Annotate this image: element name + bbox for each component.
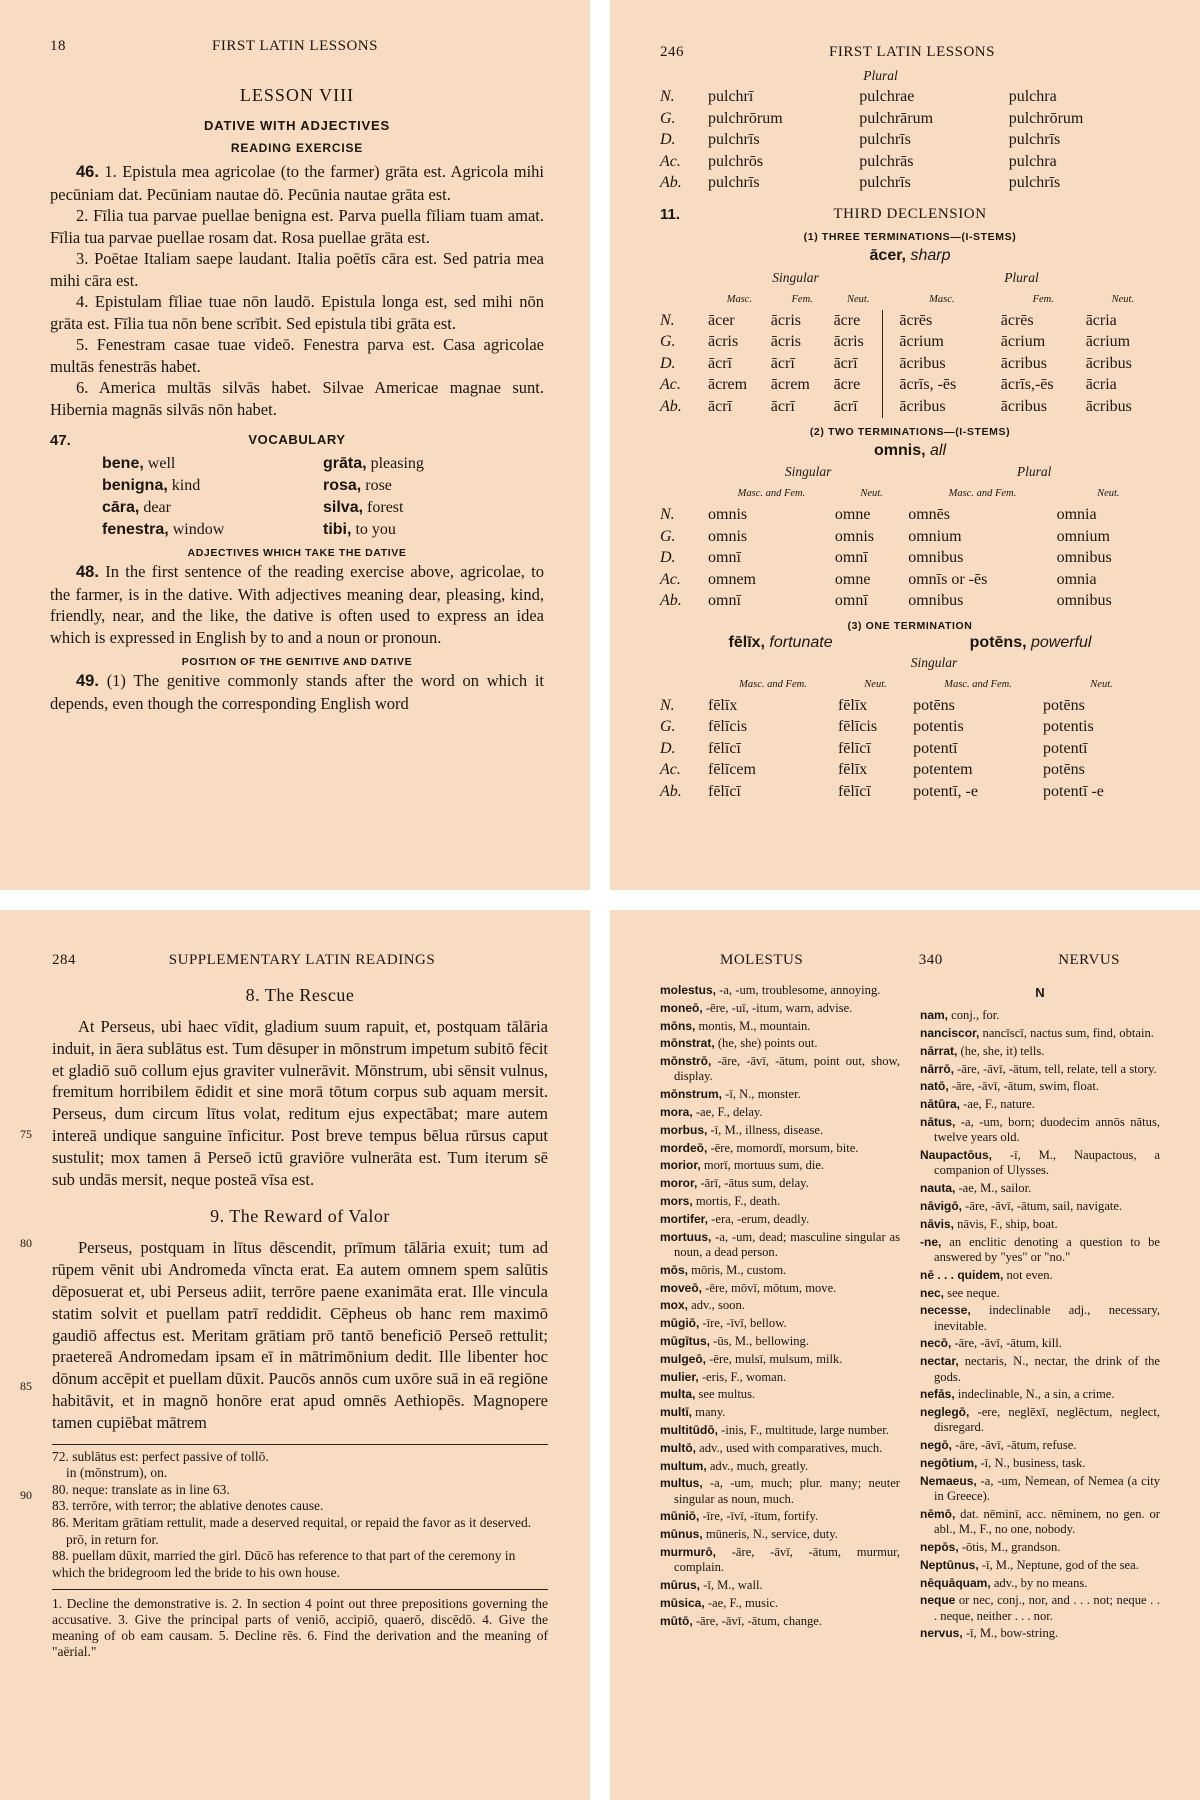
headword: mors,: [660, 1194, 693, 1209]
page-number: 246: [660, 44, 684, 60]
dictionary-entry: [660, 983, 900, 998]
dictionary-entry: [660, 1614, 900, 1629]
definition: -a, -um, much; plur. many; neuter singular as noun, much.: [674, 1476, 900, 1506]
headword: mūgiō,: [660, 1316, 700, 1331]
dictionary-entry: [920, 1062, 1160, 1077]
headword: mūtō,: [660, 1613, 693, 1628]
page-246: [610, 0, 1200, 890]
paragraph-48: 48. In the first sentence of the reading exercise above, agricolae, to the farmer, is in the dative. With adjectives meaning dear, pleasing, kind, friendly, near, and the like, the dative is often used to express an idea which is expressed in English by to and a noun or pronoun.: [50, 562, 544, 647]
headword: nanciscor,: [920, 1026, 980, 1041]
definition: -a, -um, troublesome, annoying.: [716, 983, 881, 997]
table-row: N. fēlīx fēlīx potēns potēns: [660, 696, 1085, 714]
dictionary-entry: [660, 1141, 900, 1156]
dictionary-entry: [660, 1036, 900, 1051]
page-number: 284: [52, 952, 76, 968]
dictionary-entry: [920, 1593, 1160, 1624]
headword: mulier,: [660, 1369, 699, 1384]
story-title-rescue: 8. The Rescue: [245, 985, 355, 1005]
dictionary-entry: [920, 1181, 1160, 1196]
dictionary-entry: [920, 1026, 1160, 1041]
pulcher-plural-table: Plural N. pulchrī pulchrae pulchra G. pulchrōrum pulchrārum pulchrōrum D. pulchrīs pulchrīs pulchrīs Ac. pulchrōs pulchrās pulchra Ab. pulchrīs pulchrīs pulchrīs: [660, 65, 1160, 194]
guide-word-right: NERVUS: [1058, 952, 1120, 968]
definition: -ī, M., illness, disease.: [707, 1122, 824, 1137]
definition: -ae, F., nature.: [960, 1097, 1035, 1112]
definition: see neque.: [944, 1285, 1000, 1300]
definition: -ī, M., Naupactous, a companion of Ulysses.: [934, 1148, 1160, 1178]
headword: mortifer,: [660, 1211, 709, 1226]
headword: necesse,: [920, 1303, 971, 1318]
section-letter: N: [1035, 985, 1045, 1000]
definition: montis, M., mountain.: [695, 1018, 811, 1033]
headword: nectar,: [920, 1354, 959, 1369]
headword: morbus,: [660, 1122, 708, 1137]
dictionary-entry: [660, 1212, 900, 1227]
definition: -āre, -āvī, -ātum, sail, navigate.: [962, 1199, 1123, 1214]
definition: many.: [692, 1405, 726, 1420]
definition: -a, -um, born; duodecim annōs nātus, twelve years old.: [934, 1115, 1160, 1145]
definition: nāvis, F., ship, boat.: [954, 1216, 1058, 1231]
table-row: Ab. ācrī ācrī ācrī ācribus ācribus ācribus: [660, 396, 1160, 418]
headword: necō,: [920, 1336, 952, 1351]
vocabulary-list: [102, 453, 544, 541]
headword: murmurō,: [660, 1545, 717, 1559]
dictionary-entry: [660, 1578, 900, 1593]
felix-headword: fēlīx, fortunate: [728, 634, 833, 651]
headword: nē . . . quidem,: [920, 1267, 1004, 1282]
exercise-paragraph: 4. Epistulam fīliae tuae nōn laudō. Epistula longa est, sed mihi nōn grāta est. Fīlia tua nōn bene scrībit. Sed epistula tibi grāta est.: [50, 292, 544, 333]
definition: -ēre, mulsī, mulsum, milk.: [706, 1351, 843, 1366]
dictionary-entry: [920, 1097, 1160, 1112]
dictionary-entry: [920, 1438, 1160, 1453]
right-column: [920, 983, 1160, 1644]
footnote: prō, in return for.: [66, 1531, 159, 1547]
dictionary-entry: [660, 1158, 900, 1173]
definition: adv., by no means.: [990, 1575, 1088, 1590]
page-header: [660, 44, 1160, 61]
table-row: Ac. pulchrōs pulchrās pulchra: [660, 152, 1057, 170]
headword: mox,: [660, 1298, 689, 1313]
headword: moneō,: [660, 1000, 703, 1015]
dictionary-entry: [660, 1019, 900, 1034]
vocab-item: grāta, pleasing: [323, 455, 424, 472]
dictionary-entry: [660, 1352, 900, 1367]
headword: mūgītus,: [660, 1333, 710, 1348]
dictionary-entry: [660, 1423, 900, 1438]
headword: multus,: [660, 1476, 703, 1491]
dictionary-entry: [920, 1286, 1160, 1301]
headword: Neptūnus,: [920, 1557, 979, 1572]
headword: mūrus,: [660, 1578, 701, 1593]
headword: morior,: [660, 1158, 701, 1173]
table-row: D. pulchrīs pulchrīs pulchrīs: [660, 131, 1061, 149]
dictionary-entry: [920, 1199, 1160, 1214]
headword: nauta,: [920, 1181, 956, 1196]
acer-headword: ācer, sharp: [869, 247, 951, 264]
definition: adv., soon.: [688, 1298, 745, 1313]
table-row: N. pulchrī pulchrae pulchra: [660, 88, 1057, 106]
definition: -a, -um, Nemean, of Nemea (a city in Greece).: [934, 1473, 1160, 1504]
line-number: 80: [20, 1236, 32, 1250]
table-row: G. pulchrōrum pulchrārum pulchrōrum: [660, 109, 1084, 127]
three-terminations-heading: (1) THREE TERMINATIONS—(I-STEMS): [803, 231, 1017, 243]
one-termination-heading: (3) ONE TERMINATION: [847, 620, 973, 632]
definition: or nec, conj., nor, and . . . not; neque . . . neque, neither . . . nor.: [934, 1593, 1160, 1623]
vocab-number: 47.: [50, 432, 71, 449]
page-number: 340: [918, 952, 943, 968]
headword: mōns,: [660, 1018, 696, 1033]
dictionary-entry: [920, 1115, 1160, 1146]
two-terminations-heading: (2) TWO TERMINATIONS—(I-STEMS): [809, 425, 1011, 438]
headword: nervus,: [920, 1626, 963, 1641]
vocab-item: bene, well: [102, 455, 176, 472]
headword: Nemaeus,: [920, 1473, 977, 1488]
headword: mora,: [660, 1105, 693, 1120]
dictionary-entry: [660, 1527, 900, 1542]
dictionary-entry: [920, 1044, 1160, 1059]
definition: -inis, F., multitude, large number.: [717, 1422, 889, 1437]
headword: mōs,: [660, 1262, 689, 1277]
headword: nepōs,: [920, 1540, 959, 1554]
table-row: Ab. omnī omnī omnibus omnibus: [660, 592, 1112, 610]
dictionary-entry: [660, 1263, 900, 1278]
dictionary-entry: [660, 1281, 900, 1296]
definition: mōris, M., custom.: [688, 1262, 787, 1277]
exercise-number: 46.: [76, 163, 99, 181]
dictionary-entry: [660, 1387, 900, 1402]
dictionary-entry: [920, 1540, 1160, 1555]
definition: an enclitic denoting a question to be answered by "yes" or "no.": [934, 1234, 1160, 1264]
exercise-questions: 1. Decline the demonstrative is. 2. In section 4 point out three prepositions governing the accusative. 3. Give the principal parts of veniō, accipiō, quaerō, discēdō. 4. Give the meaning of ob eam causam. 5. Decline rēs. 6. Find the derivation and the meaning of "aërial.": [52, 1589, 548, 1660]
vocab-item: benigna, kind: [102, 477, 201, 494]
page-header: [52, 952, 548, 969]
page-header: [660, 952, 1160, 969]
definition: see multus.: [695, 1387, 756, 1402]
dictionary-entry: [660, 1370, 900, 1385]
definition: nectaris, N., nectar, the drink of the gods.: [934, 1354, 1160, 1384]
dictionary-entry: [920, 1148, 1160, 1179]
dictionary-entry: [660, 1334, 900, 1349]
position-heading: POSITION OF THE GENITIVE AND DATIVE: [181, 656, 413, 668]
headword: nēquāquam,: [920, 1575, 991, 1590]
vocab-item: fenestra, window: [102, 521, 225, 538]
definition: -ae, F., delay.: [692, 1105, 763, 1120]
table-row: D. ācrī ācrī ācrī ācribus ācribus ācribus: [660, 353, 1160, 375]
headword: nātūra,: [920, 1097, 961, 1112]
dictionary-entry: [920, 1405, 1160, 1436]
dictionary-entry: [660, 1054, 900, 1085]
definition: -ōtis, M., grandson.: [958, 1540, 1061, 1554]
table-row: G. omnis omnis omnium omnium: [660, 527, 1110, 545]
headword: mōnstrum,: [660, 1087, 723, 1102]
definition: -ēre, mōvī, mōtum, move.: [702, 1280, 837, 1295]
lesson-title: LESSON VIII: [239, 85, 355, 105]
footnote: 72. sublātus est: perfect passive of tollō.: [52, 1448, 269, 1464]
definition: (he, she, it) tells.: [957, 1043, 1045, 1058]
definition: -āre, -āvī, -ātum, refuse.: [952, 1438, 1077, 1453]
table-row: Ac. ācrem ācrem ācre ācrīs, -ēs ācrīs,-ēs ācria: [660, 375, 1160, 397]
dictionary-entry: [660, 1545, 900, 1576]
headword: mulgeō,: [660, 1351, 707, 1366]
dictionary-entry: [920, 1387, 1160, 1402]
guide-word-left: MOLESTUS: [720, 952, 804, 968]
footnotes: [52, 1444, 548, 1582]
footnote: 80. neque: translate as in line 63.: [52, 1481, 230, 1497]
definition: -ēre, momordī, morsum, bite.: [707, 1140, 859, 1155]
table-row: G. ācris ācris ācris ācrium ācrium ācrium: [660, 332, 1160, 354]
headword: multitūdō,: [660, 1422, 718, 1437]
vocabulary-columns: [660, 983, 1160, 1644]
exercise-paragraph: 6. America multās silvās habet. Silvae Americae magnae sunt. Hibernia magnās silvās nōn habet.: [50, 378, 544, 419]
definition: -īre, -īvī, -ītum, fortify.: [699, 1509, 819, 1524]
dictionary-entry: [920, 1474, 1160, 1505]
dictionary-entry: [660, 1105, 900, 1120]
headword: negōtium,: [920, 1456, 978, 1471]
page-number: 18: [50, 38, 66, 54]
definition: -ae, M., sailor.: [955, 1181, 1032, 1196]
headword: moror,: [660, 1176, 698, 1191]
left-column: [660, 983, 900, 1644]
running-head: FIRST LATIN LESSONS: [829, 44, 995, 60]
dictionary-entry: [920, 1217, 1160, 1232]
exercise-paragraph: 5. Fenestram casae tuae videō. Fenestra parva est. Casa agricolae multās fenestrās habet.: [50, 335, 544, 376]
headword: negō,: [920, 1438, 952, 1453]
table-row: Ac. omnem omne omnīs or -ēs omnia: [660, 570, 1097, 588]
table-row: D. fēlīcī fēlīcī potentī potentī: [660, 739, 1088, 757]
dictionary-entry: [660, 1176, 900, 1191]
headword: nēmō,: [920, 1506, 956, 1521]
dictionary-entry: [660, 1194, 900, 1209]
definition: -āre, -āvī, -ātum, swim, float.: [948, 1079, 1100, 1094]
definition: -āre, -āvī, -ātum, kill.: [951, 1336, 1062, 1351]
headword: mordeō,: [660, 1140, 708, 1155]
definition: -ae, F., music.: [704, 1595, 779, 1610]
vocabulary-heading: [50, 432, 544, 449]
story-rescue: At Perseus, ubi haec vīdit, gladium suum rapuit, et, postquam tālāria induit, in āera sublātus est. Tum dēsuper in mōnstrum impetum subitō fēcit et gladiō suō collum ejus graviter vulnerāvit. Mōnstrum, ubi sēnsit vulnus, fremitum horribilem ēdidit et sine morā tōtum corpus sub aquam mersit. Perseus, dum circum lītus volat, reditum ejus expectābat; mare autem intereā undique sanguine īnficitur. Post breve tempus bēlua rūrsus caput sustulit; mox tamen ā Perseō ictū graviōre vulnerāta est. Tum iterum sē sub undās mersit, neque posteā vīsa est.: [52, 1017, 548, 1189]
dictionary-entry: [920, 1079, 1160, 1094]
headword: Naupactōus,: [920, 1148, 993, 1163]
definition: adv., much, greatly.: [706, 1458, 809, 1473]
definition: -ārī, -ātus sum, delay.: [697, 1176, 809, 1191]
definition: mūneris, N., service, duty.: [702, 1527, 838, 1542]
definition: -a, -um, dead; masculine singular as noun, a dead person.: [674, 1229, 900, 1259]
line-number: 75: [20, 1127, 32, 1141]
definition: morī, mortuus sum, die.: [700, 1158, 825, 1173]
headword: multō,: [660, 1440, 696, 1455]
omnis-headword: omnis, all: [873, 441, 946, 459]
dictionary-entry: [660, 1230, 900, 1261]
definition: nancīscī, nactus sum, find, obtain.: [979, 1026, 1154, 1041]
dictionary-entry: [660, 1596, 900, 1611]
omnis-table: Singular Plural Masc. and Fem. Neut. Masc. and Fem. Neut. N. omnis omne omnēs omnia G. omnis omnis omnium omnium D. omnī omnī omnibus omnibus Ac. omnem omne omnīs or -ēs omnia Ab. omnī omnī omnibus omnibus: [660, 462, 1160, 613]
vocab-item: tibi, to you: [323, 521, 396, 538]
felix-potens-table: Singular Masc. and Fem. Neut. Masc. and Fem. Neut. N. fēlīx fēlīx potēns potēns G. fēlīcis fēlīcis potentis potentis D. fēlīcī fēlīcī potentī potentī Ac. fēlīcem fēlīx potentem potēns Ab. fēlīcī fēlīcī potentī, -e potentī -e: [660, 652, 1160, 803]
vocab-item: silva, forest: [323, 499, 404, 516]
definition: -ī, M., bow-string.: [962, 1626, 1059, 1641]
exercise-paragraph: 2. Fīlia tua parvae puellae benigna est. Parva puella fīliam tuam amat. Fīlia tua parvae puellae rosam dat. Rosa puellae grāta est.: [50, 206, 544, 247]
definition: -era, -erum, deadly.: [708, 1211, 810, 1226]
footnote: in (mōnstrum), on.: [66, 1465, 168, 1481]
dictionary-entry: [920, 1268, 1160, 1283]
table-row: D. omnī omnī omnibus omnibus: [660, 549, 1112, 567]
dictionary-entry: [660, 1087, 900, 1102]
headword: neglegō,: [920, 1405, 970, 1420]
dictionary-entry: [660, 1459, 900, 1474]
exercise-paragraph: 3. Poētae Italiam saepe laudant. Italia poētīs cāra est. Sed patria mea mihi cāra est.: [50, 249, 544, 290]
dictionary-entry: [920, 1626, 1160, 1641]
dictionary-entry: [660, 1001, 900, 1016]
story-title-reward: 9. The Reward of Valor: [210, 1206, 390, 1227]
definition: -āre, -āvī, -ātum, tell, relate, tell a story.: [954, 1061, 1157, 1076]
definition: -āre, -āvī, -ātum, change.: [692, 1613, 823, 1628]
headword: nāvigō,: [920, 1199, 963, 1214]
definition: dat. nēminī, acc. nēminem, no gen. or abl., M., F., no one, nobody.: [934, 1506, 1160, 1537]
headword: mōnstrat,: [660, 1036, 715, 1051]
reading-exercise-title: READING EXERCISE: [230, 141, 364, 155]
headword: molestus,: [660, 983, 717, 997]
page-18: [0, 0, 590, 890]
page-header: [50, 38, 544, 55]
definition: adv., used with comparatives, much.: [696, 1440, 883, 1455]
definition: -ūs, M., bellowing.: [710, 1333, 809, 1348]
dictionary-entry: [920, 1456, 1160, 1471]
headword: nefās,: [920, 1387, 955, 1402]
headword: mōnstrō,: [660, 1054, 712, 1069]
footnote: 86. Meritam grātiam rettulit, made a deserved requital, or repaid the favor as it deserved.: [52, 1514, 532, 1530]
potens-headword: potēns, powerful: [969, 634, 1092, 651]
dictionary-entry: [660, 1509, 900, 1524]
table-row: G. fēlīcis fēlīcis potentis potentis: [660, 718, 1094, 736]
dictionary-entry: [660, 1298, 900, 1313]
headword: nātus,: [920, 1115, 956, 1130]
table-row: Ab. pulchrīs pulchrīs pulchrīs: [660, 174, 1061, 192]
headword: multum,: [660, 1458, 707, 1473]
reading-exercise: [50, 161, 544, 420]
table-row: Ab. fēlīcī fēlīcī potentī, -e potentī -e: [660, 782, 1104, 800]
story-reward: Perseus, postquam in lītus dēscendit, prīmum tālāria exuit; tum ad rūpem vēnit ubi Andromeda vīncta erat. Ea autem omnem spem salūtis dēposuerat et, ubi Perseus adiit, terrōre paene exanimāta erat. Ille vincula statim solvit et puellam patrī reddidit. Cēpheus ob hanc rem maximō gaudiō affectus est. Meritam grātiam prō tantō beneficiō Perseō rettulit; praetereā Andromedam ipsam eī in mātrimōnium dedit. Ille libenter hoc dōnum accēpit et puellam dūxit. Paucōs annōs cum uxōre suā in eā regiōne habitāvit, et in magnō honōre erat apud omnēs Aethiopēs. Magnopere tamen cupiēbat mātrem: [52, 1238, 548, 1432]
running-head: SUPPLEMENTARY LATIN READINGS: [168, 952, 436, 968]
line-number: 90: [20, 1488, 32, 1502]
definition: conj., for.: [948, 1008, 1000, 1023]
headword: mūsica,: [660, 1595, 705, 1610]
dictionary-entry: [920, 1354, 1160, 1385]
definition: -ī, M., wall.: [700, 1578, 763, 1593]
dictionary-entry: [660, 1316, 900, 1331]
headword: multa,: [660, 1387, 696, 1402]
acer-table: Singular Plural Masc. Fem. Neut. Masc. Fem. Neut. N. ācer ācris ācre ācrēs ācrēs ācria G. ācris ācris ācris ācrium ācrium ācrium D. ācrī ācrī ācrī ācribus ācribus ācribus Ac. ācrem ācrem ācre ācrīs, -ēs ācrīs,-ēs ācria Ab. ācrī ācrī ācrī ācribus ācribus ācribus: [660, 267, 1160, 418]
third-declension-heading: 11. THIRD DECLENSION: [660, 206, 987, 223]
dictionary-entry: [920, 1336, 1160, 1351]
line-number: 85: [20, 1379, 32, 1393]
headword: natō,: [920, 1079, 949, 1094]
headword: nam,: [920, 1008, 949, 1023]
definition: -ēre, -uī, -itum, warn, advise.: [702, 1000, 853, 1015]
footnote: 88. puellam dūxit, married the girl. Dūcō has reference to that part of the ceremony in which the bridegroom led the bride to his own house.: [52, 1548, 516, 1580]
definition: -ī, N., monster.: [722, 1087, 801, 1102]
table-row: Ac. fēlīcem fēlīx potentem potēns: [660, 761, 1085, 779]
table-row: N. ācer ācris ācre ācrēs ācrēs ācria: [660, 310, 1160, 332]
definition: -ī, N., business, task.: [977, 1456, 1086, 1471]
definition: indeclinable adj., necessary, inevitable.: [934, 1303, 1160, 1333]
dictionary-entry: [920, 1303, 1160, 1334]
dictionary-entry: [920, 1507, 1160, 1538]
definition: -ere, neglēxī, neglēctum, neglect, disregard.: [934, 1405, 1160, 1435]
dictionary-entry: [920, 1235, 1160, 1266]
headword: mūnus,: [660, 1527, 703, 1542]
headword: nārrō,: [920, 1061, 955, 1076]
definition: -eris, F., woman.: [698, 1369, 787, 1384]
dictionary-entry: [660, 1441, 900, 1456]
definition: -āre, -āvī, -ātum, murmur, complain.: [674, 1545, 900, 1575]
headword: nārrat,: [920, 1043, 958, 1058]
vocab-item: rosa, rose: [323, 477, 392, 494]
definition: -īre, -īvī, bellow.: [699, 1316, 787, 1331]
headword: mortuus,: [660, 1229, 712, 1244]
definition: not even.: [1003, 1267, 1053, 1282]
dictionary-entry: [660, 1476, 900, 1507]
definition: -āre, -āvī, -ātum, point out, show, display.: [674, 1054, 900, 1084]
headword: nec,: [920, 1285, 945, 1300]
adjectives-heading: ADJECTIVES WHICH TAKE THE DATIVE: [187, 547, 407, 559]
headword: neque: [920, 1593, 956, 1608]
paragraph-49: 49. (1) The genitive commonly stands after the word on which it depends, even though the corresponding English word: [50, 671, 544, 713]
running-head: FIRST LATIN LESSONS: [212, 38, 378, 54]
felix-potens-headwords: [660, 634, 1160, 652]
dictionary-entry: [660, 1123, 900, 1138]
headword: multī,: [660, 1405, 692, 1420]
exercise-paragraph: 1. Epistula mea agricolae (to the farmer) grāta est. Agricola mihi pecūniam dat. Pecūniam nautae dō. Pecūnia nautae grāta est.: [50, 162, 544, 204]
vocab-item: cāra, dear: [102, 499, 171, 516]
footnote: 83. terrōre, with terror; the ablative denotes cause.: [52, 1498, 324, 1514]
page-284: [0, 910, 590, 1800]
lesson-subtitle: DATIVE WITH ADJECTIVES: [204, 118, 390, 133]
definition: (he, she) points out.: [714, 1036, 818, 1051]
page-340: [610, 910, 1200, 1800]
headword: nāvis,: [920, 1216, 955, 1231]
table-row: N. omnis omne omnēs omnia: [660, 506, 1097, 524]
dictionary-entry: [920, 1576, 1160, 1591]
dictionary-entry: [920, 1008, 1160, 1023]
headword: moveō,: [660, 1280, 703, 1295]
dictionary-entry: [660, 1405, 900, 1420]
vocab-title: VOCABULARY: [248, 432, 346, 447]
headword: mūniō,: [660, 1509, 700, 1524]
headword: -ne,: [920, 1234, 942, 1249]
dictionary-entry: [920, 1558, 1160, 1573]
definition: indeclinable, N., a sin, a crime.: [954, 1387, 1115, 1402]
definition: mortis, F., death.: [692, 1194, 781, 1209]
definition: -ī, M., Neptune, god of the sea.: [978, 1557, 1139, 1572]
